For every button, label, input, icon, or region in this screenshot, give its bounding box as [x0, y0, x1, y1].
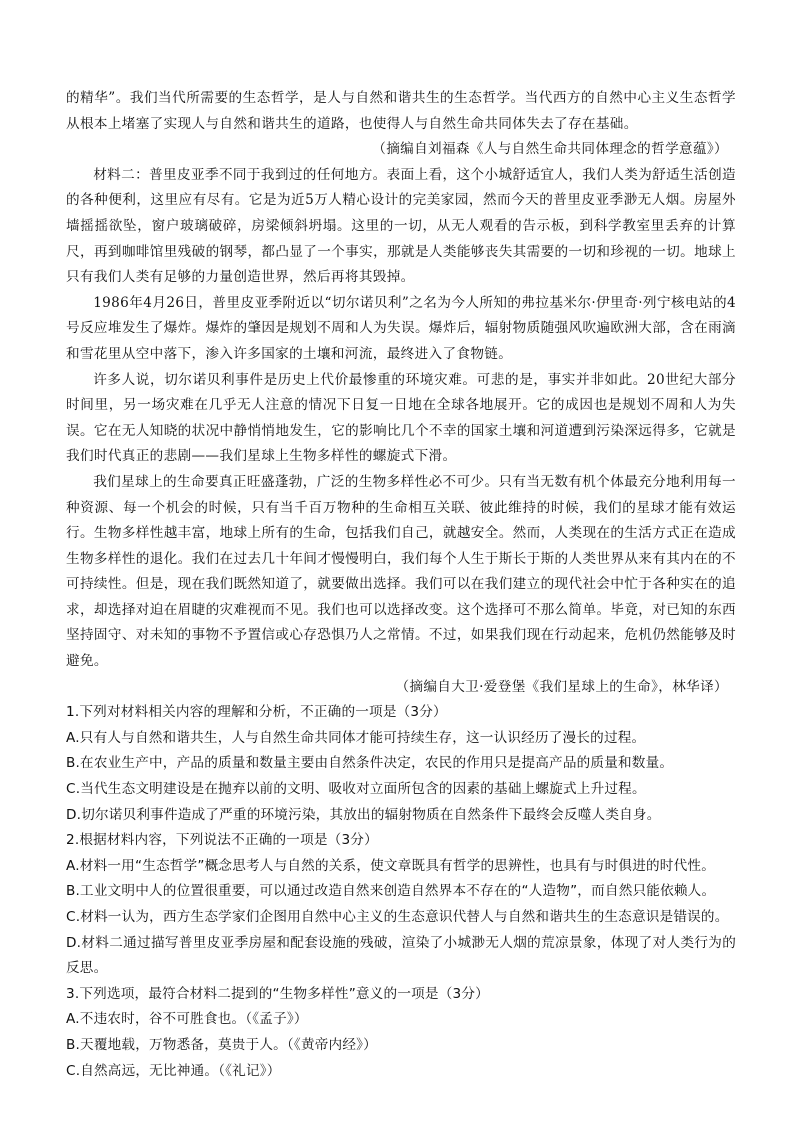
answer-option[interactable]: B.天覆地载，万物悉备，莫贵于人。（《黄帝内经》） — [66, 1036, 377, 1053]
answer-option[interactable]: D.材料二通过描写普里皮亚季房屋和配套设施的残破，渲染了小城渺无人烟的荒凉景象，体现了对人类行为的反思。 — [66, 934, 736, 977]
question-stem: 3.下列选项，最符合材料二提到的“生物多样性”意义的一项是（3分） — [66, 985, 489, 1002]
answer-option[interactable]: B.工业文明中人的位置很重要，可以通过改造自然来创造自然界本不存在的“人造物”，而自然只能依赖人。 — [66, 883, 716, 900]
passage-paragraph: 的精华”。我们当代所需要的生态哲学，是人与自然和谐共生的生态哲学。当代西方的自然中心主义生态哲学从根本上堵塞了实现人与自然和谐共生的道路，也使得人与自然生命共同体失去了存在基础。 — [66, 90, 736, 132]
source-citation: （摘编自大卫·爱登堡《我们星球上的生命》，林华译） — [395, 678, 728, 695]
answer-option[interactable]: C.当代生态文明建设是在抛弃以前的文明、吸收对立面所包含的因素的基础上螺旋式上升过程。 — [66, 781, 646, 798]
answer-option[interactable]: A.只有人与自然和谐共生，人与自然生命共同体才能可持续生存，这一认识经历了漫长的过程。 — [66, 729, 646, 746]
passage-paragraph: 材料二：普里皮亚季不同于我到过的任何地方。表面上看，这个小城舒适宜人，我们人类为舒适生活创造的各种便利，这里应有尽有。它是为近5万人精心设计的完美家园，然而今天的普里皮亚季渺无人烟。房屋外墙摇摇欲坠，窗户玻璃破碎，房梁倾斜坍塌。这里的一切，从无人观看的告示板，到科学教室里丢弃的计算尺，再到咖啡馆里残破的钢琴，都凸显了一个事实，那就是人类能够丧失其需要的一切和珍视的一切。地球上只有我们人类有足够的力量创造世界，然后再将其毁掉。 — [66, 166, 736, 286]
question-stem: 1.下列对材料相关内容的理解和分析，不正确的一项是（3分） — [66, 704, 447, 721]
answer-option[interactable]: C.材料一认为，西方生态学家们企图用自然中心主义的生态意识代替人与自然和谐共生的生态意识是错误的。 — [66, 909, 729, 925]
passage-paragraph: 1986年4月26日，普里皮亚季附近以“切尔诺贝利”之名为今人所知的弗拉基米尔·伊里奇·列宁核电站的4号反应堆发生了爆炸。爆炸的肇因是规划不周和人为失误。爆炸后，辐射物质随强风吹遍欧洲大部，含在雨滴和雪花里从空中落下，渗入许多国家的土壤和河流，最终进入了食物链。 — [66, 294, 736, 362]
answer-option[interactable]: A.材料一用“生态哲学”概念思考人与自然的关系，使文章既具有哲学的思辨性，也具有与时俱进的时代性。 — [66, 857, 715, 874]
reading-passage — [66, 86, 736, 700]
answer-option[interactable]: C.自然高远，无比神通。（《礼记》） — [66, 1062, 281, 1079]
question-stem: 2.根据材料内容，下列说法不正确的一项是（3分） — [66, 832, 378, 849]
question-block — [66, 982, 736, 1084]
source-citation: （摘编自刘福森《人与自然生命共同体理念的哲学意蕴》） — [372, 141, 728, 158]
question-block — [66, 700, 736, 828]
passage-paragraph: 许多人说，切尔诺贝利事件是历史上代价最惨重的环境灾难。可悲的是，事实并非如此。20世纪大部分时间里，另一场灾难在几乎无人注意的情况下日复一日地在全球各地展开。它的成因也是规划不周和人为失误。它在无人知晓的状况中静悄悄地发生，它的影响比几个不幸的国家土壤和河道遭到污染深远得多，它就是我们时代真正的悲剧——我们星球上生物多样性的螺旋式下滑。 — [66, 371, 736, 465]
question-block — [66, 828, 736, 982]
answer-option[interactable]: D.切尔诺贝利事件造成了严重的环境污染，其放出的辐射物质在自然条件下最终会反噬人类自身。 — [66, 806, 661, 823]
answer-option[interactable]: B.在农业生产中，产品的质量和数量主要由自然条件决定，农民的作用只是提高产品的质量和数量。 — [66, 755, 674, 772]
answer-option[interactable]: A.不违农时，谷不可胜食也。（《孟子》） — [66, 1011, 308, 1028]
question-section — [66, 700, 736, 1084]
passage-paragraph: 我们星球上的生命要真正旺盛蓬勃，广泛的生物多样性必不可少。只有当无数有机个体最充分地利用每一种资源、每一个机会的时候，只有当千百万物种的生命相互关联、彼此维持的时候，我们的星球才能有效运行。生物多样性越丰富，地球上所有的生命，包括我们自己，就越安全。然而，人类现在的生活方式正在造成生物多样性的退化。我们在过去几十年间才慢慢明白，我们每个人生于斯长于斯的人类世界从来有其内在的不可持续性。但是，现在我们既然知道了，就要做出选择。我们可以在我们建立的现代社会中忙于各种实在的追求，却选择对迫在眉睫的灾难视而不见。我们也可以选择改变。这个选择可不那么简单。毕竟，对已知的东西坚持固守、对未知的事物不予置信或心存恐惧乃人之常情。不过，如果我们现在行动起来，危机仍然能够及时避免。 — [66, 473, 736, 670]
